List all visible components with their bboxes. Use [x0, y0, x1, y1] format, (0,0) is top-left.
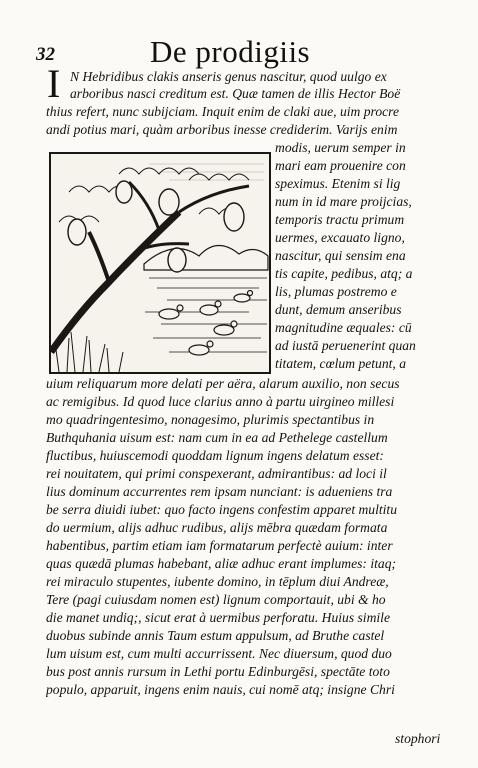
text-line: habentibus, partim etiam iam formatarum perfectè auium: inter: [46, 538, 393, 553]
text-line: uermes, excauato ligno,: [275, 230, 405, 245]
text-line: be serra diuidi iubet: quo facto ingens confestim apparet multitu: [46, 502, 398, 517]
text-line: Buthquhania uisum est: nam cum in ea ad Pethelege castellum: [46, 430, 388, 445]
text-line: rei miraculo stupentes, iubente domino, in tēplum diui Andreæ,: [46, 574, 389, 589]
text-line: mari eam prouenire con: [275, 158, 406, 173]
drop-cap: I: [47, 61, 61, 106]
catchword: stophori: [395, 731, 441, 746]
text-line: lius dominum accurrentes rem ipsam nunciant: is adueniens tra: [46, 484, 393, 499]
text-line: Tere (pagi cuiusdam nomen est) lignum comportauit, ubi & ho: [46, 592, 386, 607]
text-line: thius refert, nunc subijciam. Inquit enim de claki aue, uim procre: [46, 104, 399, 119]
text-line: mo quadringentesimo, nonagesimo, plurimis spectantibus in: [46, 412, 375, 427]
text-line: lis, plumas postremo e: [275, 284, 397, 299]
text-line: magnitudine æquales: cū: [275, 320, 412, 335]
text-line: lum uisum est, cum multi accurrissent. Nec diuersum, quod duo: [46, 646, 392, 661]
text-line: dunt, demum anseribus: [275, 302, 402, 317]
text-line: ac remigibus. Id quod luce clarius anno à partu uirgineo millesi: [46, 394, 395, 409]
text-line: speximus. Etenim si lig: [275, 176, 401, 191]
text-line: titatem, cœlum petunt, a: [275, 356, 407, 371]
woodcut-illustration: [49, 152, 271, 374]
text-line: num in id mare proijcias,: [275, 194, 412, 209]
text-line: die manet undiq;, sicut erat à uermibus perforatu. Huius simile: [46, 610, 390, 625]
text-line: tis capite, pedibus, atq; a: [275, 266, 413, 281]
text-line: arboribus nasci creditum est. Quæ tamen de illis Hector Boë: [70, 86, 401, 101]
text-line: ad iustā peruenerint quan: [275, 338, 416, 353]
text-line: andi potius mari, quàm arboribus inesse crediderim. Varijs enim: [46, 122, 398, 137]
text-line: do uermium, alijs adhuc rudibus, alijs mēbra quædam formata: [46, 520, 388, 535]
page-number: 32: [36, 44, 55, 65]
text-line: quas quædā plumas habebant, aliæ adhuc erant implumes: itaq;: [46, 556, 397, 571]
text-line: temporis tractu primum: [275, 212, 405, 227]
text-line: N Hebridibus clakis anseris genus nascitur, quod uulgo ex: [70, 69, 387, 84]
running-head: De prodigiis: [150, 34, 311, 69]
text-line: rei nouitatem, qui primi conspexerant, admirantibus: ad loci il: [46, 466, 387, 481]
text-line: nascitur, qui sensim ena: [275, 248, 406, 263]
text-line: modis, uerum semper in: [275, 140, 406, 155]
text-line: duobus subinde annis Taum estum appulsum, ad Bruthe castel: [46, 628, 385, 643]
text-line: fluctibus, huiuscemodi quoddam lignum ingens delatum esset:: [46, 448, 384, 463]
text-line: uium reliquarum more delati per aëra, alarum auxilio, non secus: [46, 376, 400, 391]
text-line: bus post annis rursum in Lethi portu Edinburgēsi, spectāte toto: [46, 664, 390, 679]
text-line: populo, apparuit, ingens enim nauis, cui nomē atq; insigne Chri: [46, 682, 395, 697]
